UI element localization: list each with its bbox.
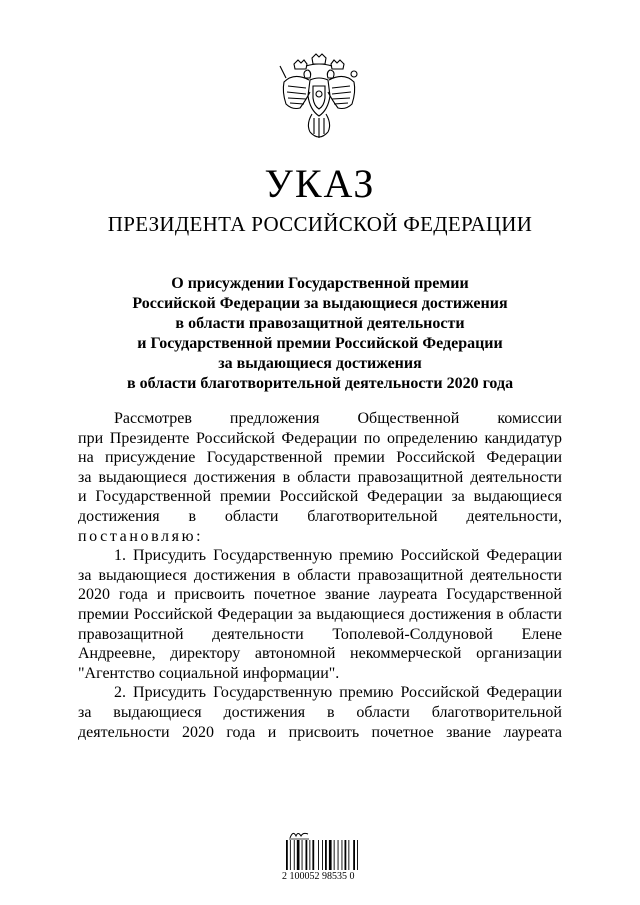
handwritten-mark-icon [288,828,310,840]
barcode-block [282,828,372,884]
title-line: Российской Федерации за выдающиеся достижения [132,295,508,312]
body-line: Андреевне, директору автономной некоммерческой организации [78,645,562,663]
body-line: премии Российской Федерации за выдающиеся достижения в области [78,605,562,623]
body-line: правозащитной деятельности Тополевой-Солдуновой Елене [78,625,562,643]
document-type-heading: УКАЗ [264,161,376,206]
body-line: Рассмотрев предложения Общественной комиссии [114,410,562,427]
issuer-heading: ПРЕЗИДЕНТА РОССИЙСКОЙ ФЕДЕРАЦИИ [107,212,533,236]
decree-title [70,274,570,394]
body-line: достижения в области благотворительной деятельности, [78,507,562,525]
barcode-icon [286,840,366,870]
body-line: за выдающиеся достижения в области благотворительной [78,703,562,721]
body-line: 2020 года и присвоить почетное звание лауреата Государственной [78,586,562,604]
decree-body [78,409,562,742]
title-line: и Государственной премии Российской Федерации [137,335,503,352]
body-line: на присуждение Государственной премии Российской Федерации [78,449,562,467]
body-line-decree-word: постановляю: [78,527,204,545]
body-line: 1. Присудить Государственную премию Российской Федерации [114,547,562,565]
body-line: и Государственной премии Российской Федерации за выдающиеся [78,488,562,506]
barcode-number: 2 100052 98535 0 [282,871,355,882]
body-line: за выдающиеся достижения в области правозащитной деятельности [78,468,562,486]
title-line: в области правозащитной деятельности [175,315,465,332]
body-line: за выдающиеся достижения в области правозащитной деятельности [78,566,562,584]
body-line: "Агентство социальной информации". [78,664,340,682]
coat-of-arms-emblem [276,52,362,148]
body-line: 2. Присудить Государственную премию Российской Федерации [114,684,562,702]
title-line: за выдающиеся достижения [218,355,422,372]
body-line: деятельности 2020 года и присвоить почетное звание лауреата [78,723,562,741]
title-line: О присуждении Государственной премии [171,275,469,292]
body-line: при Президенте Российской Федерации по определению кандидатур [78,429,562,447]
title-line: в области благотворительной деятельности 2020 года [126,375,514,392]
